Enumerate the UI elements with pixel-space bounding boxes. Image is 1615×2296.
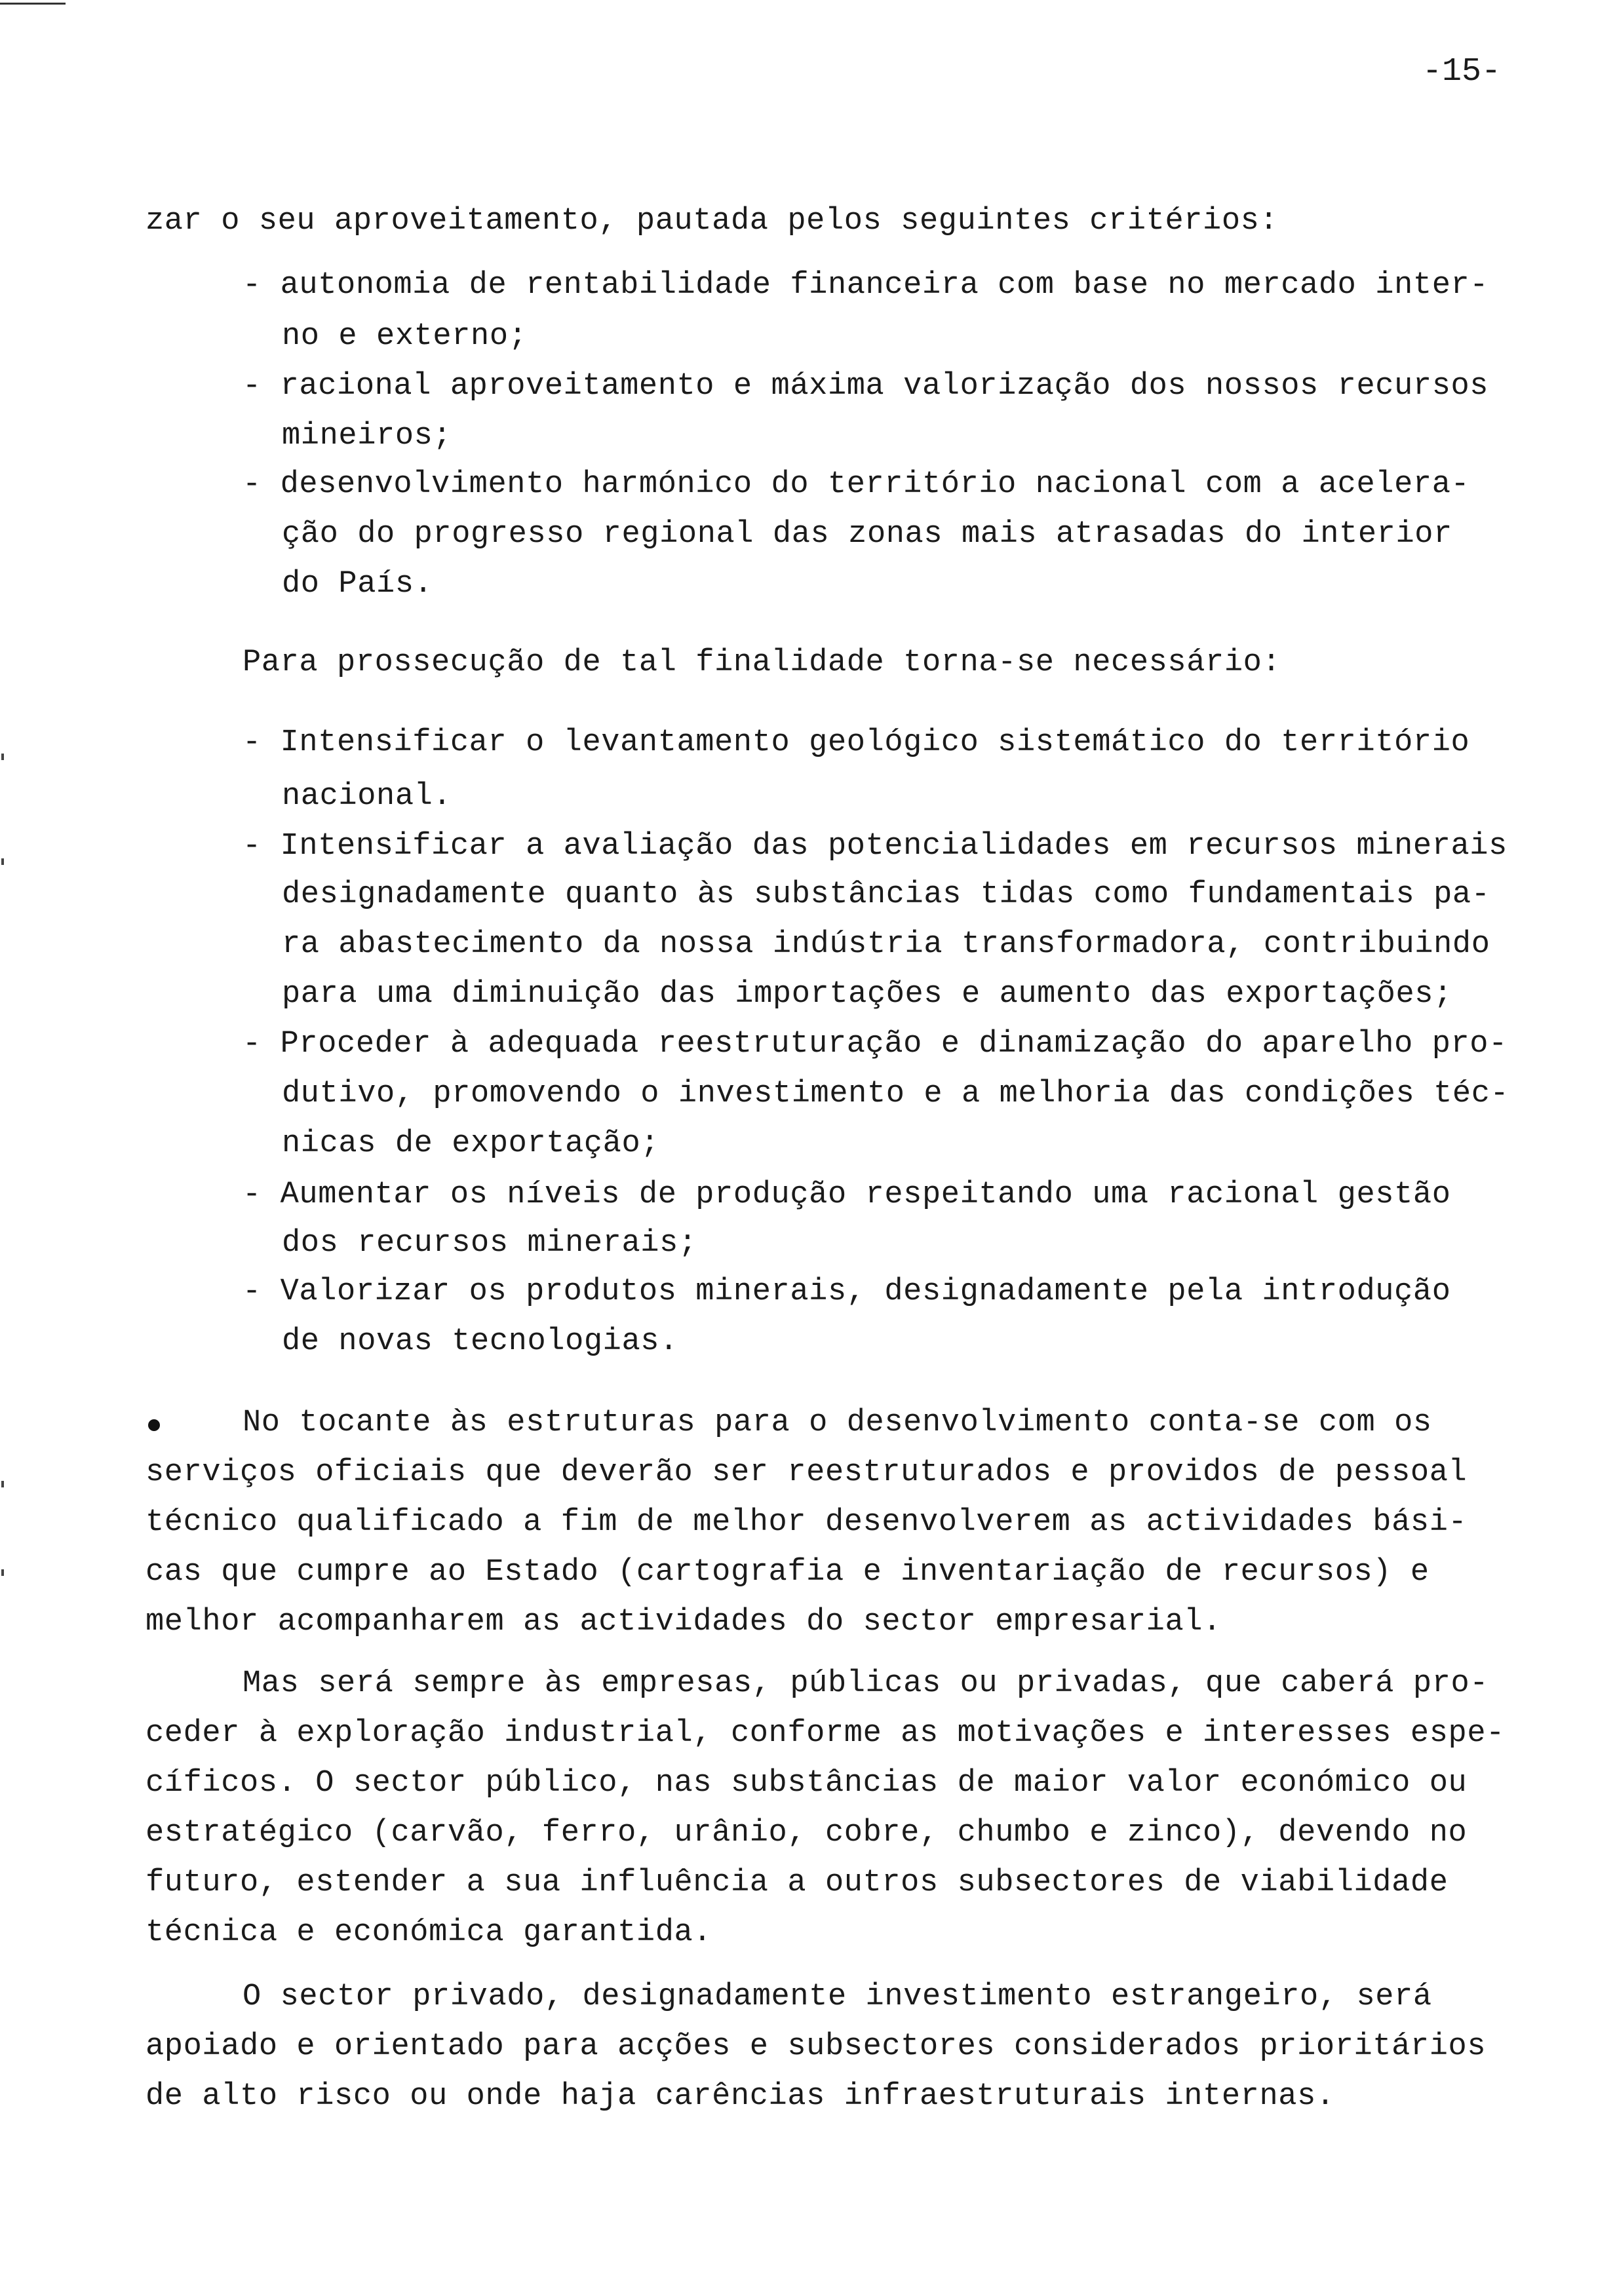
text-line: melhor acompanharem as actividades do sector empresarial. <box>146 1605 1222 1639</box>
text-line: futuro, estender a sua influência a outros subsectores de viabilidade <box>146 1866 1449 1900</box>
text-line: de novas tecnologias. <box>282 1324 678 1359</box>
text-line: dos recursos minerais; <box>282 1226 697 1261</box>
text-line: Mas será sempre às empresas, públicas ou privadas, que caberá pro- <box>243 1666 1489 1701</box>
text-line: no e externo; <box>282 319 528 354</box>
text-line: ção do progresso regional das zonas mais atrasadas do interior <box>282 517 1452 552</box>
margin-mark <box>1 1569 4 1576</box>
text-line: mineiros; <box>282 419 452 453</box>
top-rule <box>0 3 66 5</box>
list-item: - Intensificar o levantamento geológico sistemático do território <box>243 725 1470 760</box>
text-line: Para prossecução de tal finalidade torna-se necessário: <box>243 645 1281 680</box>
text-line: estratégico (carvão, ferro, urânio, cobre, chumbo e zinco), devendo no <box>146 1816 1468 1850</box>
list-item: - Valorizar os produtos minerais, designadamente pela introdução <box>243 1274 1451 1309</box>
margin-mark <box>1 1481 4 1487</box>
list-item: - desenvolvimento harmónico do território nacional com a acelera- <box>243 467 1470 502</box>
text-line: ra abastecimento da nossa indústria transformadora, contribuindo <box>282 927 1490 962</box>
text-line: designadamente quanto às substâncias tidas como fundamentais pa- <box>282 877 1490 912</box>
list-item: - racional aproveitamento e máxima valorização dos nossos recursos <box>243 369 1489 404</box>
text-line: zar o seu aproveitamento, pautada pelos seguintes critérios: <box>146 204 1279 239</box>
text-line: ceder à exploração industrial, conforme as motivações e interesses espe- <box>146 1716 1505 1751</box>
text-line: dutivo, promovendo o investimento e a melhoria das condições téc- <box>282 1077 1509 1111</box>
text-line: do País. <box>282 567 433 602</box>
bullet-dot <box>148 1419 160 1431</box>
text-line: apoiado e orientado para acções e subsectores considerados prioritários <box>146 2029 1487 2064</box>
text-line: de alto risco ou onde haja carências infraestruturais internas. <box>146 2079 1335 2114</box>
text-line: cíficos. O sector público, nas substâncias de maior valor económico ou <box>146 1766 1468 1801</box>
text-line: serviços oficiais que deverão ser reestruturados e providos de pessoal <box>146 1455 1468 1490</box>
text-line: O sector privado, designadamente investimento estrangeiro, será <box>243 1980 1432 2014</box>
list-item: - Aumentar os níveis de produção respeitando uma racional gestão <box>243 1177 1451 1212</box>
margin-mark <box>1 754 4 760</box>
text-line: cas que cumpre ao Estado (cartografia e inventariação de recursos) e <box>146 1555 1430 1590</box>
text-line: técnico qualificado a fim de melhor desenvolverem as actividades bási- <box>146 1505 1468 1540</box>
text-line: para uma diminuição das importações e aumento das exportações; <box>282 977 1452 1012</box>
text-line: No tocante às estruturas para o desenvolvimento conta-se com os <box>243 1406 1432 1440</box>
list-item: - autonomia de rentabilidade financeira com base no mercado inter- <box>243 268 1489 303</box>
margin-mark <box>1 858 4 865</box>
text-line: nicas de exportação; <box>282 1126 660 1161</box>
text-line: técnica e económica garantida. <box>146 1915 712 1950</box>
page-number: -15- <box>1422 53 1502 90</box>
text-line: nacional. <box>282 779 452 814</box>
list-item: - Proceder à adequada reestruturação e dinamização do aparelho pro- <box>243 1027 1508 1062</box>
list-item: - Intensificar a avaliação das potencialidades em recursos minerais <box>243 829 1508 864</box>
